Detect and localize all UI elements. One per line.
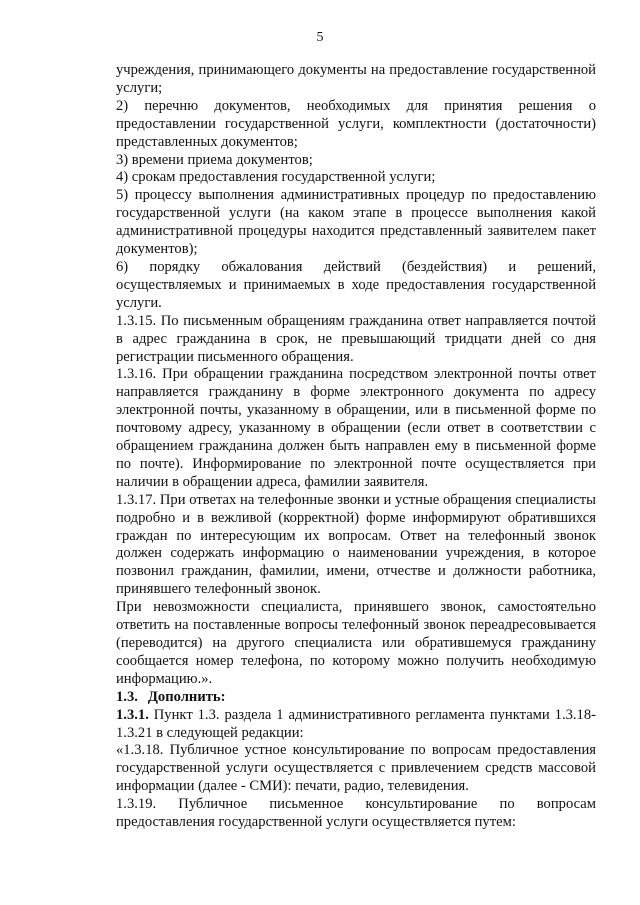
paragraph-item-4: 4) срокам предоставления государственной услуги;	[116, 169, 436, 186]
paragraph-1-3-19: 1.3.19. Публичное письменное консультирование по вопросам предоставления государственной услуги осуществляется путем:	[116, 796, 596, 831]
document-body	[116, 62, 596, 832]
heading-number: 1.3.	[116, 688, 138, 705]
paragraph-1-3-1-number: 1.3.1.	[116, 706, 149, 723]
paragraph-1-3-16: 1.3.16. При обращении гражданина посредством электронной почты ответ направляется гражданину в форме электронного документа по адресу электронной почты, указанному в обращении, или в письменной форме по почтовому адресу, указанному в обращении (если ответ в соответствии с обращением гражданина должен быть направлен ему в письменной форме по почте). Информирование по электронной почте осуществляется при наличии в обращении адреса, фамилии заявителя.	[116, 366, 596, 490]
heading-text: Дополнить:	[147, 688, 226, 705]
heading-1-3-add	[116, 689, 596, 707]
page-number: 5	[316, 30, 324, 45]
paragraph-1-3-18: «1.3.18. Публичное устное консультирование по вопросам предоставления государственной услуги осуществляется с привлечением средств массовой информации (далее - СМИ): печати, радио, телевидения.	[116, 742, 596, 795]
paragraph-item-2: 2) перечню документов, необходимых для принятия решения о предоставлении государственной услуги, комплектности (достаточности) представленных документов;	[116, 97, 596, 150]
paragraph-institution-continuation: учреждения, принимающего документы на предоставление государственной услуги;	[116, 62, 596, 96]
paragraph-1-3-17: 1.3.17. При ответах на телефонные звонки и устные обращения специалисты подробно и в вежливой (корректной) форме информируют обратившихся граждан по интересующим их вопросам. Ответ на телефонный звонок должен содержать информацию о наименовании учреждения, в которое позвонил гражданин, фамилии, имени, отчестве и должности работника, принявшего телефонный звонок.	[116, 491, 596, 598]
paragraph-1-3-1-text: Пункт 1.3. раздела 1 административного регламента пунктами 1.3.18-1.3.21 в следующей редакции:	[116, 706, 596, 741]
paragraph-item-6: 6) порядку обжалования действий (бездействия) и решений, осуществляемых и принимаемых в ходе предоставления государственной услуги.	[116, 258, 596, 311]
paragraph-item-5: 5) процессу выполнения административных процедур по предоставлению государственной услуги (на каком этапе в процессе выполнения какой административной процедуры находится представленный заявителем пакет документов);	[116, 187, 596, 258]
paragraph-1-3-15: 1.3.15. По письменным обращениям гражданина ответ направляется почтой в адрес гражданина в срок, не превышающий тридцати дней со дня регистрации письменного обращения.	[116, 312, 596, 365]
paragraph-item-3: 3) времени приема документов;	[116, 151, 313, 168]
paragraph-1-3-1	[116, 707, 596, 743]
paragraph-redirect: При невозможности специалиста, принявшего звонок, самостоятельно ответить на поставленные вопросы телефонный звонок переадресовывается (переводится) на другого специалиста или обратившемуся гражданину сообщается номер телефона, по которому можно получить необходимую информацию.».	[116, 599, 596, 687]
